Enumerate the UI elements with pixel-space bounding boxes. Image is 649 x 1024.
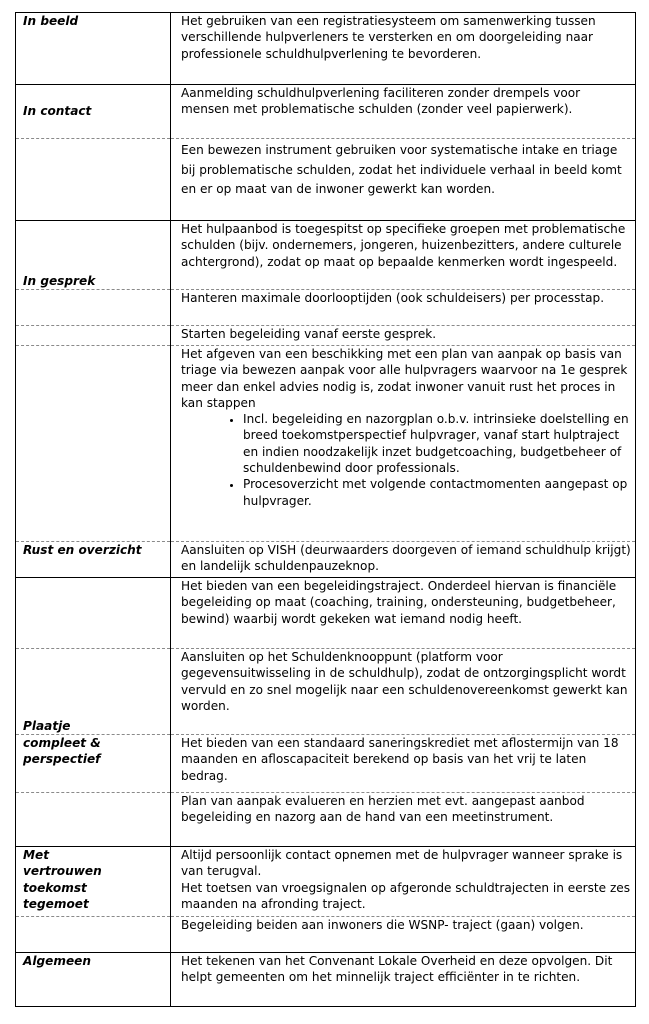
row-paragraph: Altijd persoonlijk contact opnemen met de hulpvrager wanneer sprake is van terugval.	[181, 848, 623, 879]
table-row	[16, 326, 636, 346]
table-row	[16, 578, 636, 649]
table-row	[16, 953, 636, 1007]
table-row	[16, 290, 636, 326]
row-paragraph: Het afgeven van een beschikking met een plan van aanpak op basis van triage via bewezen aanpak voor alle hulpvragers waarvoor na 1e gesprek meer dan enkel advies nodig is, zodat inwoner vanuit rust het proces in kan stappen	[181, 347, 628, 410]
row-label	[16, 917, 171, 953]
row-text	[171, 847, 636, 917]
row-label	[16, 326, 171, 346]
row-text	[171, 346, 636, 542]
row-label: Plaatje	[16, 649, 171, 735]
table-row	[16, 917, 636, 953]
table-row	[16, 139, 636, 221]
table-row	[16, 793, 636, 847]
table-row	[16, 221, 636, 290]
row-text: Het gebruiken van een registratiesysteem om samenwerking tussen verschillende hulpverleners te versterken en om doorgeleiding naar professionele schuldhulpverlening te bevorderen.	[181, 14, 596, 61]
table-row	[16, 735, 636, 793]
row-text: Hanteren maximale doorlooptijden (ook schuldeisers) per processtap.	[171, 290, 636, 326]
row-label: In beeld	[16, 13, 171, 85]
bullet-list	[181, 411, 631, 509]
row-paragraph: Het toetsen van vroegsignalen op afgeronde schuldtrajecten in eerste zes maanden na afronding traject.	[181, 880, 631, 911]
row-label	[16, 346, 171, 542]
row-label: In contact	[16, 85, 171, 139]
list-item: • Incl. begeleiding en nazorgplan o.b.v. intrinsieke doelstelling en breed toekomstperspectief hulpvrager, vanaf start hulptraject en indien noodzakelijk inzet budgetcoaching, budgetbeheer of schuldenbewind door professionals.	[243, 411, 631, 476]
row-label	[16, 290, 171, 326]
row-text: Begeleiding beiden aan inwoners die WSNP- traject (gaan) volgen.	[171, 917, 636, 953]
row-text: Het tekenen van het Convenant Lokale Overheid en deze opvolgen. Dit helpt gemeenten om het minnelijk traject efficiënter in te richten.	[171, 953, 636, 1007]
row-text: Aansluiten op VISH (deurwaarders doorgeven of iemand schuldhulp krijgt) en landelijk schuldenpauzeknop.	[171, 542, 636, 578]
row-text: Het bieden van een begeleidingstraject. Onderdeel hiervan is financiële begeleiding op maat (coaching, training, ondersteuning, budgetbeheer, bewind) waarbij wordt gekeken wat iemand nodig heeft.	[171, 578, 636, 649]
row-label: Met vertrouwen toekomst tegemoet	[16, 847, 171, 917]
row-text: Plan van aanpak evalueren en herzien met evt. aangepast aanbod begeleiding en nazorg aan de hand van een meetinstrument.	[171, 793, 636, 847]
row-label	[16, 793, 171, 847]
row-text: Starten begeleiding vanaf eerste gesprek.	[171, 326, 636, 346]
table-row	[16, 649, 636, 735]
row-label: In gesprek	[16, 221, 171, 290]
row-text: Het hulpaanbod is toegespitst op specifieke groepen met problematische schulden (bijv. ondernemers, jongeren, huizenbezitters, andere culturele achtergrond), zodat op maat op bepaalde kenmerken wordt ingespeeld.	[171, 221, 636, 290]
row-label: Algemeen	[16, 953, 171, 1007]
row-text: Een bewezen instrument gebruiken voor systematische intake en triage bij problematische schulden, zodat het individuele verhaal in beeld komt en er op maat van de inwoner gewerkt kan worden.	[171, 139, 636, 221]
row-label	[16, 139, 171, 221]
row-label: Rust en overzicht	[16, 542, 171, 578]
list-item: • Procesoverzicht met volgende contactmomenten aangepast op hulpvrager.	[243, 476, 631, 509]
row-label: compleet & perspectief	[16, 735, 171, 793]
measures-table	[15, 12, 636, 1007]
table-row	[16, 85, 636, 139]
table-row	[16, 542, 636, 578]
row-label	[16, 578, 171, 649]
row-text: Aansluiten op het Schuldenknooppunt (platform voor gegevensuitwisseling in de schuldhulp), zodat de ontzorgingsplicht wordt vervuld en zo snel mogelijk naar een schuldenovereenkomst gewerkt kan worden.	[171, 649, 636, 735]
table-row	[16, 13, 636, 85]
row-text: Aanmelding schuldhulpverlening faciliteren zonder drempels voor mensen met problematische schulden (zonder veel papierwerk).	[171, 85, 636, 139]
row-text: Het bieden van een standaard saneringskrediet met aflostermijn van 18 maanden en afloscapaciteit berekend op basis van het vrij te laten bedrag.	[171, 735, 636, 793]
table-row	[16, 847, 636, 917]
table-row	[16, 346, 636, 542]
